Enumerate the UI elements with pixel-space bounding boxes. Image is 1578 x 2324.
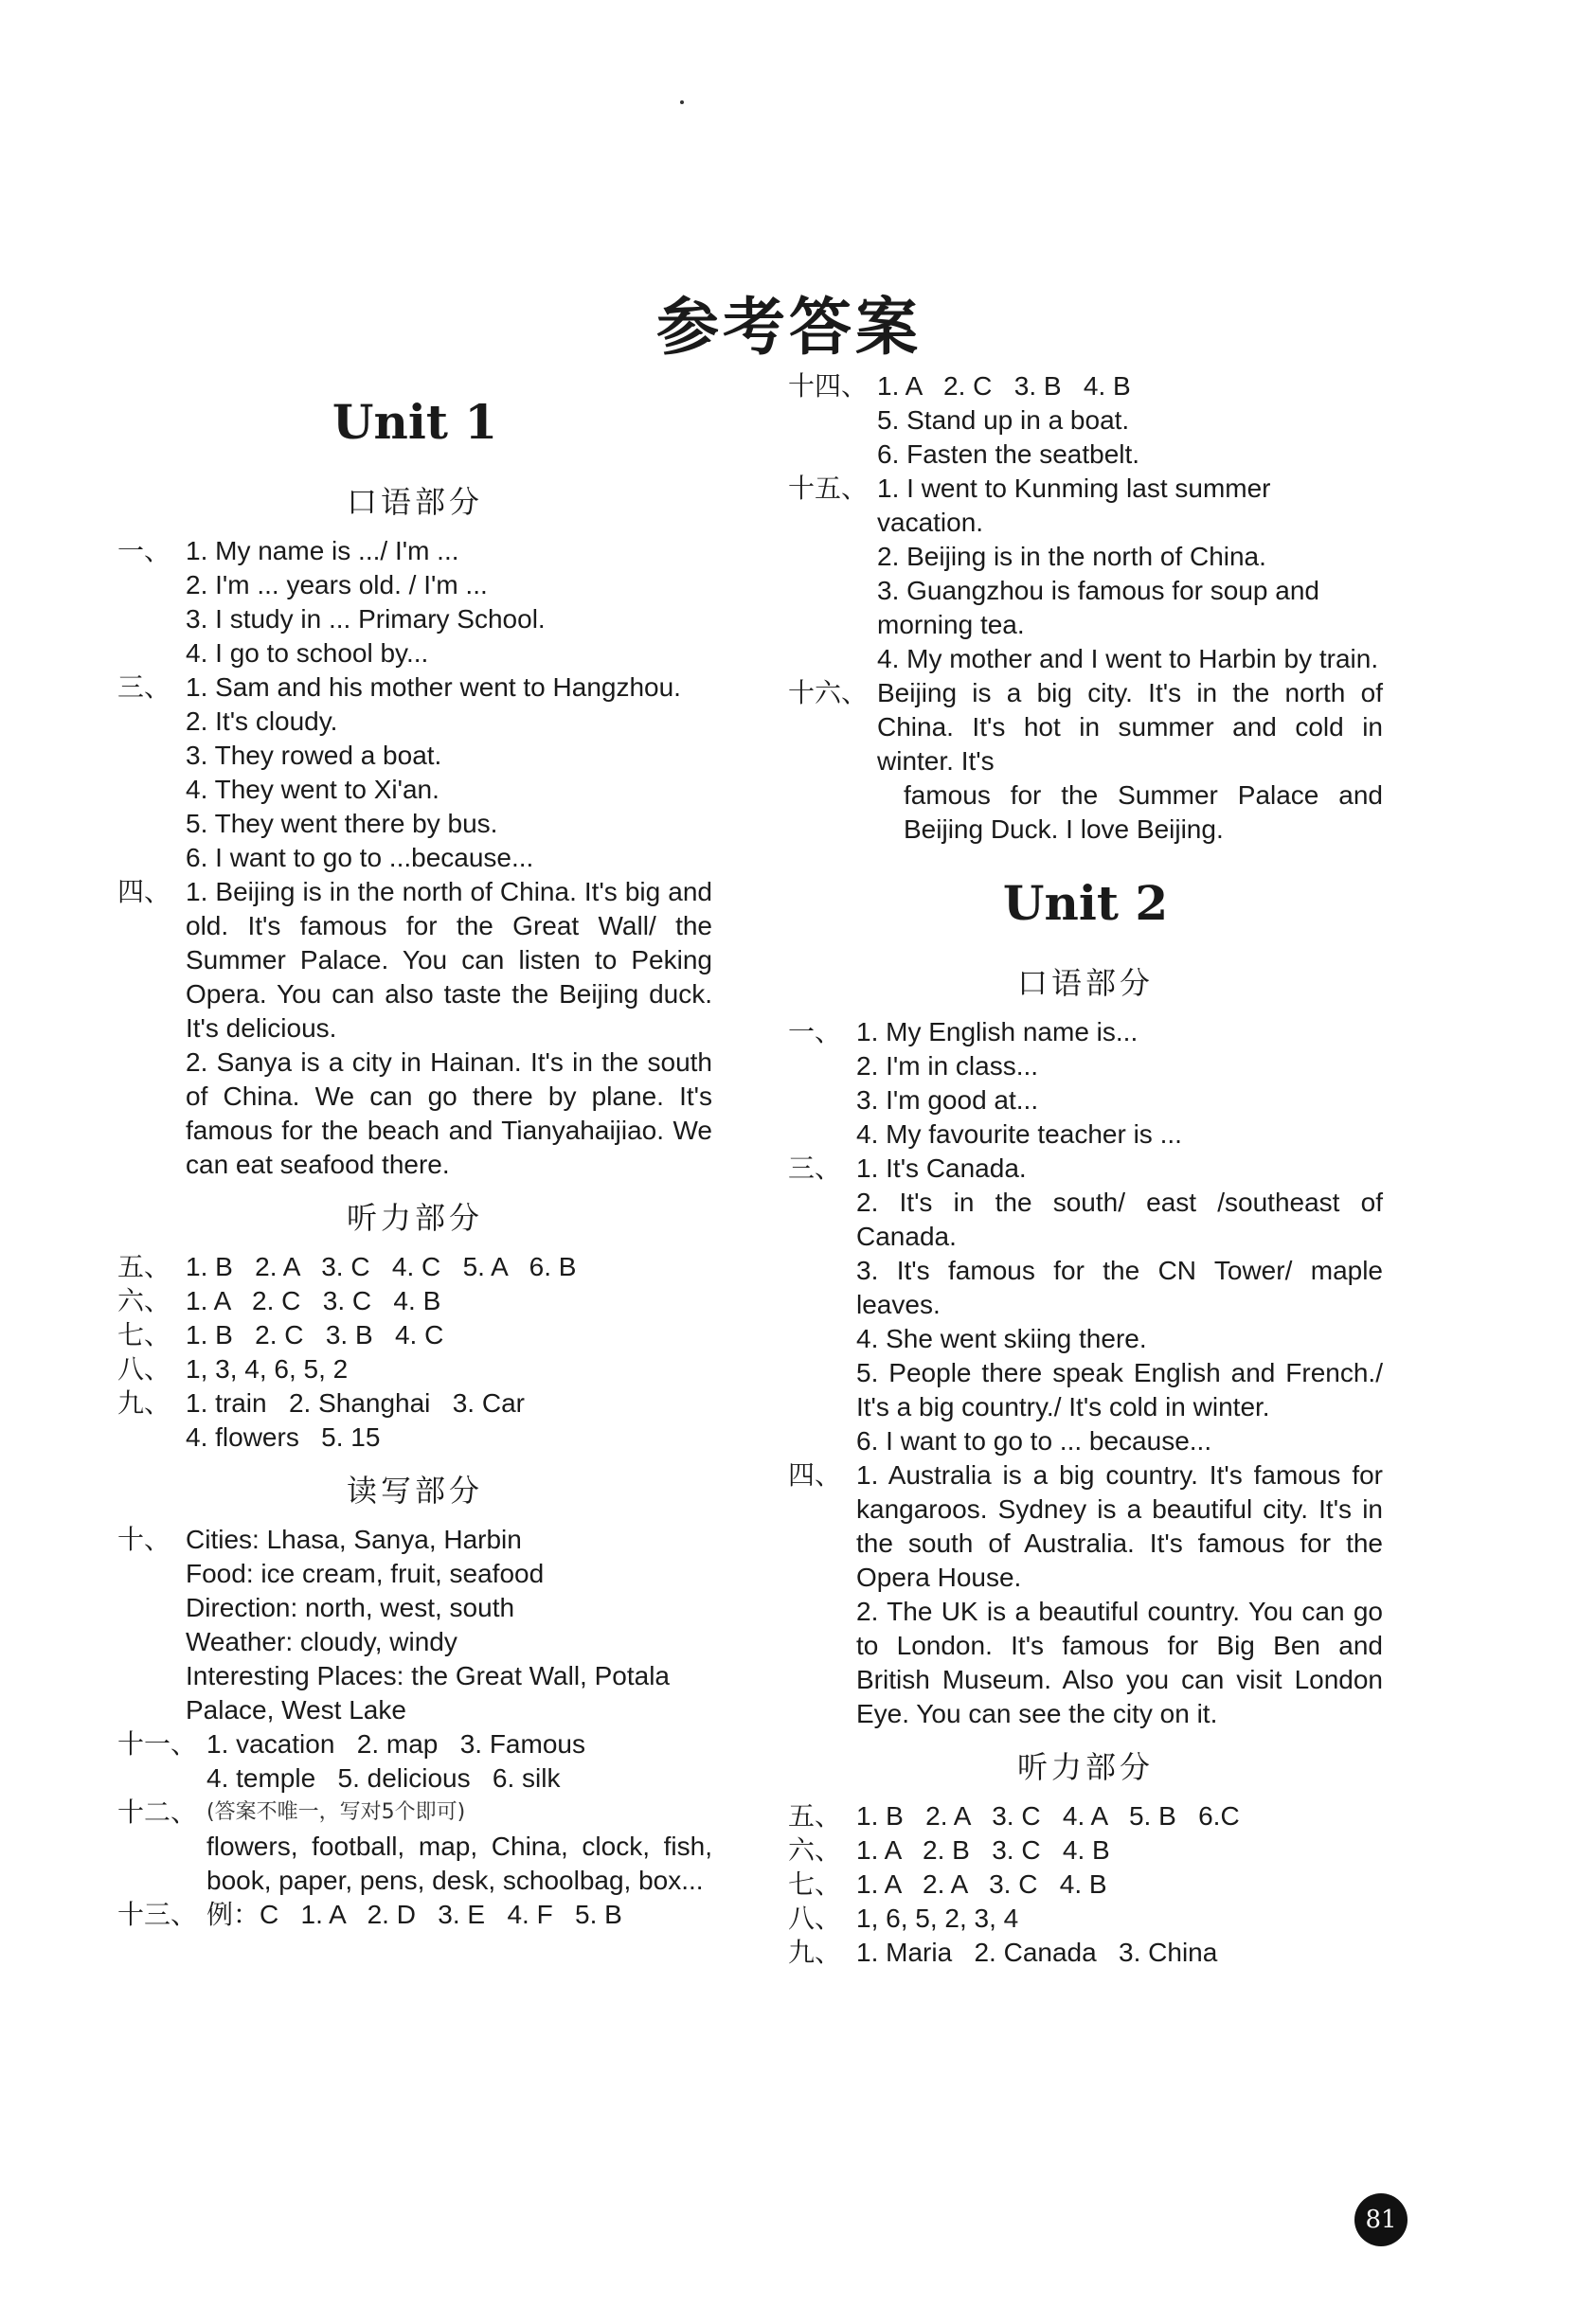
answer-paragraph: 2. Sanya is a city in Hainan. It's in the south of China. We can go there by plane. It's famous for the beach and Tianyahaijiao. We can eat seafood there.: [186, 1047, 712, 1179]
answer-line: 1, 3, 4, 6, 5, 2: [186, 1354, 349, 1384]
unit2-question-5: [788, 1799, 1383, 1833]
question-number: 九、: [117, 1388, 171, 1418]
unit1-oral-section-title: 口语部分: [346, 484, 483, 520]
answer-line: 4. She went skiing there.: [856, 1324, 1147, 1353]
unit1-question-1: [117, 534, 712, 670]
question-number: 十三、: [117, 1900, 198, 1929]
answer-line: 1. A 2. C 3. C 4. B: [186, 1286, 441, 1315]
answer-line: 1. It's Canada.: [856, 1153, 1027, 1183]
right-column: [788, 369, 1383, 1970]
unit2-question-6: [788, 1833, 1383, 1868]
answer-line: 5. People there speak English and French./ It's a big country./ It's cold in winter.: [856, 1358, 1383, 1421]
answer-line: 1. Maria 2. Canada 3. China: [856, 1938, 1218, 1967]
unit1-question-9: [117, 1386, 712, 1455]
question-number: 七、: [788, 1869, 842, 1899]
scan-speck: [680, 100, 684, 104]
question-number: 五、: [117, 1252, 171, 1281]
answer-line: 4. My mother and I went to Harbin by train.: [877, 644, 1379, 673]
left-column: [117, 388, 712, 1932]
question-number: 九、: [788, 1938, 842, 1967]
answer-paragraph: 1. Australia is a big country. It's famous for kangaroos. Sydney is a beautiful city. It's in the south of Australia. It's famous for the Opera House.: [856, 1460, 1383, 1592]
unit1-question-13: [117, 1898, 712, 1932]
answer-line: 2. Beijing is in the north of China.: [877, 542, 1266, 571]
unit2-question-8: [788, 1902, 1383, 1936]
answer-note: (答案不唯一，写对5个即可): [206, 1800, 466, 1824]
answer-line: 3. I study in ... Primary School.: [186, 604, 546, 634]
answer-line: 3. I'm good at...: [856, 1085, 1039, 1115]
answer-line: 1. My name is .../ I'm ...: [186, 536, 459, 565]
answer-line: 6. I want to go to ... because...: [856, 1426, 1212, 1456]
answer-line: 2. I'm in class...: [856, 1051, 1039, 1081]
answer-line: 1. A 2. B 3. C 4. B: [856, 1835, 1110, 1865]
answer-line: 4. temple 5. delicious 6. silk: [206, 1763, 561, 1793]
unit2-question-7: [788, 1868, 1383, 1902]
unit1-question-6: [117, 1284, 712, 1318]
answer-line: 1. A 2. A 3. C 4. B: [856, 1869, 1107, 1899]
question-number: 十、: [117, 1525, 171, 1554]
answer-line: 1, 6, 5, 2, 3, 4: [856, 1904, 1019, 1933]
answer-paragraph: famous for the Summer Palace and Beijing Duck. I love Beijing.: [904, 780, 1383, 844]
answer-line: 例：C 1. A 2. D 3. E 4. F 5. B: [206, 1900, 622, 1929]
question-number: 十六、: [788, 678, 869, 707]
unit1-listening-section-title: 听力部分: [346, 1200, 483, 1236]
unit2-question-9: [788, 1936, 1383, 1970]
question-number: 八、: [788, 1904, 842, 1933]
unit2-oral-section-title: 口语部分: [1016, 965, 1154, 1001]
question-number: 一、: [788, 1017, 842, 1046]
question-number: 三、: [117, 672, 171, 702]
answer-line: 3. They rowed a boat.: [186, 741, 442, 770]
answer-paragraph: 2. The UK is a beautiful country. You can go to London. It's famous for Big Ben and British Museum. Also you can visit London Eye. You can see the city on it.: [856, 1597, 1383, 1728]
answer-paragraph: 1. Beijing is in the north of China. It's big and old. It's famous for the Great Wall/ the Summer Palace. You can listen to Peking Opera. You can also taste the Beijing duck. It's delicious.: [186, 877, 712, 1043]
answer-line: 4. They went to Xi'an.: [186, 775, 439, 804]
page-number-badge: 81: [1354, 2193, 1408, 2246]
answer-line: 3. It's famous for the CN Tower/ maple leaves.: [856, 1256, 1383, 1319]
unit2-question-1: [788, 1015, 1383, 1152]
question-number: 七、: [117, 1320, 171, 1350]
answer-paragraph: Beijing is a big city. It's in the north of China. It's hot in summer and cold in winter. It's: [877, 678, 1383, 776]
answer-line: 2. I'm ... years old. / I'm ...: [186, 570, 488, 599]
question-number: 十一、: [117, 1729, 198, 1759]
answer-line: 5. Stand up in a boat.: [877, 405, 1130, 435]
question-number: 十四、: [788, 371, 869, 401]
question-number: 十二、: [117, 1797, 198, 1827]
unit1-reading-writing-section-title: 读写部分: [346, 1473, 483, 1509]
unit1-question-15: [788, 472, 1383, 676]
answer-line: 1. A 2. C 3. B 4. B: [877, 371, 1131, 401]
answer-line: 2. It's cloudy.: [186, 706, 338, 736]
question-number: 十五、: [788, 474, 869, 503]
unit1-question-11: [117, 1727, 712, 1796]
unit1-question-3: [117, 670, 712, 875]
answer-line: 5. They went there by bus.: [186, 809, 498, 838]
question-number: 八、: [117, 1354, 171, 1384]
answer-line: 1. train 2. Shanghai 3. Car: [186, 1388, 525, 1418]
question-number: 六、: [788, 1835, 842, 1865]
answer-line: 1. B 2. C 3. B 4. C: [186, 1320, 444, 1350]
unit1-question-14: [788, 369, 1383, 472]
unit2-question-3: [788, 1152, 1383, 1458]
question-number: 一、: [117, 536, 171, 565]
page-title: 参考答案: [656, 291, 922, 364]
unit2-title: Unit 2: [1002, 875, 1169, 931]
unit1-title: Unit 1: [332, 394, 498, 450]
answer-line: 1. B 2. A 3. C 4. C 5. A 6. B: [186, 1252, 577, 1281]
answer-line: Food: ice cream, fruit, seafood: [186, 1559, 545, 1588]
question-number: 五、: [788, 1801, 842, 1831]
unit1-question-10: [117, 1523, 712, 1727]
answer-line: Cities: Lhasa, Sanya, Harbin: [186, 1525, 522, 1554]
answer-line: Interesting Places: the Great Wall, Potala Palace, West Lake: [186, 1661, 670, 1725]
answer-line: 3. Guangzhou is famous for soup and morning tea.: [877, 576, 1319, 639]
answer-line: 1. Sam and his mother went to Hangzhou.: [186, 672, 681, 702]
answer-line: 1. B 2. A 3. C 4. A 5. B 6.C: [856, 1801, 1240, 1831]
unit1-question-8: [117, 1352, 712, 1386]
unit1-question-12: [117, 1796, 712, 1898]
answer-line: 1. I went to Kunming last summer vacation.: [877, 474, 1271, 537]
unit1-question-4: [117, 875, 712, 1182]
answer-line: 6. I want to go to ...because...: [186, 843, 534, 872]
answer-line: 4. My favourite teacher is ...: [856, 1119, 1182, 1149]
question-number: 三、: [788, 1153, 842, 1183]
question-number: 四、: [117, 877, 171, 906]
unit1-question-5: [117, 1250, 712, 1284]
answer-paragraph: flowers, football, map, China, clock, fish, book, paper, pens, desk, schoolbag, box...: [206, 1832, 712, 1895]
answer-line: 2. It's in the south/ east /southeast of Canada.: [856, 1188, 1383, 1251]
unit2-listening-section-title: 听力部分: [1016, 1749, 1154, 1785]
answer-line: 1. My English name is...: [856, 1017, 1139, 1046]
unit1-question-16: [788, 676, 1383, 847]
question-number: 四、: [788, 1460, 842, 1490]
unit2-question-4: [788, 1458, 1383, 1731]
answer-line: Direction: north, west, south: [186, 1593, 515, 1622]
answer-line: 4. flowers 5. 15: [186, 1422, 381, 1452]
answer-line: 6. Fasten the seatbelt.: [877, 439, 1140, 469]
answer-line: 4. I go to school by...: [186, 638, 429, 668]
question-number: 六、: [117, 1286, 171, 1315]
answer-line: 1. vacation 2. map 3. Famous: [206, 1729, 585, 1759]
unit1-question-7: [117, 1318, 712, 1352]
answer-line: Weather: cloudy, windy: [186, 1627, 457, 1656]
